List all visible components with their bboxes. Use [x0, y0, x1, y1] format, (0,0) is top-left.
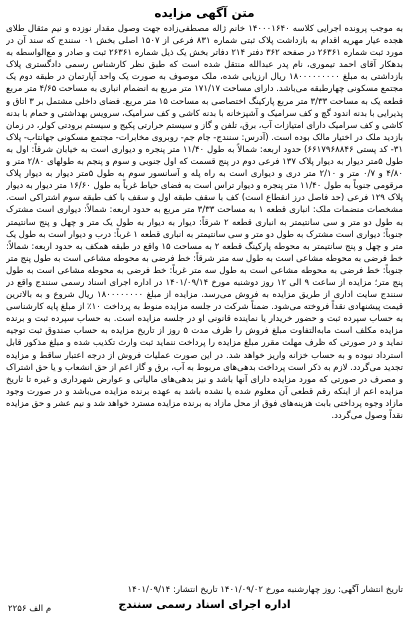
- issuing-office: اداره اجرای اسناد رسمی سنندج: [118, 598, 291, 611]
- notice-code: م الف ۲۲۵۶: [8, 604, 52, 614]
- notice-body: به موجب پرونده اجرایی کلاسه ۱۴۰۰۰۱۶۴۰ خانم ژاله مصطفی‌زاده جهت وصول مقدار نوزده و نیم مثقال طلای هجده عیار مهریه اقدام به بازداشت پلاک ثبتی شماره ۸۳۱ فرعی از ۱۵۰۷ اصلی بخش ۰۱ سنندج که سند آن در مورد ثبت شماره ۲۶۳۶۱ در صفحه ۳۶۲ دفتر ۲۱۴ دفاتر بخش یک ذیل شماره ۲۶۳۶۱ ثبت و صادر و مع‌الواسطه به بدهکار آقای احمد تیموری، نام پدر عبدالله منتقل شده است که طبق نظر کارشناس رسمی دادگستری پلاک بازداشتی به مبلغ ۱۸۰۰۰۰۰۰۰۰۰ ریال ارزیابی شده، ملک موصوف به صورت یک واحد آپارتمان در طبقه دوم یک مجتمع مسکونی چهارطبقه می‌باشد. دارای مساحت ۱۷۱/۱۷ متر مربع به انضمام انباری به مساحت ۴/۶۵ متر مربع قطعه یک به مساحت ۳/۳۳ متر مربع پارکینگ اختصاصی به مساحت ۱۵ متر مربع. فضای داخلی مشتمل بر ۳ اتاق و پذیرایی با بدنه اندود گچ و کف سرامیک و آشپزخانه با بدنه کاشی و کف سرامیک، سرویس بهداشتی و حمام با بدنه کاشی و کف سرامیک دارای امتیازات آب، برق، تلفن و گاز و سیستم حرارتی پکیج و سیستم برودتی کولر، در زمان بازدید ملک در اختیار مالک بوده است. (آدرس: سنندج- جام جم- روبروی مخابرات- مجتمع مسکونی جهانتاب- پلاک ۳۱- کد پستی ۶۶۱۷۹۶۸۸۴۶) حدود اربعه: شمالاً به طول ۱۱/۴۰ متر پنجره و دیواری است به خیابان شرقاً: اول به طول ۵متر دیوار به دیوار پلاک ۱۳۷ فرعی دوم در پنج قسمت که اول جنوبی و سوم و پنجم به طولهای ۲/۸۰ متر و ۴/۸۰ و ۰/۷ متر و ۲/۱۰ متر دری و دیواری است به راه پله و آسانسور سوم به طول ۵متر دیوار به دیوار پلاک مرقومی جنوباً به طول ۱۱/۴۰ متر پنجره و دیوار تراس است به فضای حیاط غرباً به طول ۱۶/۶۰ متر دیوار به دیوار پلاک ۱۲۹ فرعی (حد فاصل درز انقطاع است) کف با سقف طبقه اول و سقف با کف طبقه سوم اشتراکی است. مشخصات منضمات ملک: انباری قطعه ۱ به مساحت ۳/۳۳ متر مربع به حدود اربعه: شمالاً: دیواری است مشترک به طول دو متر و سی سانتیمتر به انباری قطعه ۲ شرقاً: دیوار به دیوار به طول یک متر و چهل و پنج سانتیمتر جنوباً: دیواری است مشترک به طول دو متر و سی سانتیمتر به انباری قطعه ۱ غرباً: درب و دیوار است به طول یک متر و چهل و پنج سانتیمتر به محوطه پارکینگ قطعه ۲ به مساحت ۱۵ واقع در طبقه همکف به حدود اربعه: شمالاً: خط فرضی به محوطه مشاعی است به طول سه متر شرقاً: خط فرضی به محوطه مشاعی است به طول پنج متر جنوباً: خط فرضی به محوطه مشاعی است به طول سه متر غرباً: خط فرضی به محوطه مشاعی است به طول پنج متر؛ مزایده از ساعت ۹ الی ۱۲ روز دوشنبه مورخ ۱۴۰۱/۰۹/۱۴ در اداره اجرای اسناد رسمی سنندج واقع در سنندج سایت اداری از طریق مزایده به فروش می‌رسد. مزایده از مبلغ ۱۸۰۰۰۰۰۰۰۰ ریال شروع و به بالاترین قیمت پیشنهادی نقداً فروخته می‌شود. ضمناً شرکت در جلسه مزایده منوط به پرداخت ۱۰٪ از مبلغ پایه کارشناسی به حساب سپرده ثبت و حضور خریدار یا نماینده قانونی او در جلسه مزایده است. به حساب سپرده ثبت و برنده مزایده مکلف است مابه‌التفاوت مبلغ فروش را ظرف مدت ۵ روز از تاریخ مزایده به حساب صندوق ثبت توجیه نماید و در صورتی که ظرف مهلت مقرر مبلغ مزایده را پرداخت ننماید ثبت وارث تکذیب شده و مبلغ مذکور قابل استرداد نبوده و به حساب خزانه واریز خواهد شد. در این صورت عملیات فروش از درجه اعتبار ساقط و مزایده تجدید می‌گردد. لازم به ذکر است پرداخت بدهی‌های مربوط به آب، برق و گاز اعم از حق انشعاب و یا حق اشتراک و مصرف در صورتی که مورد مزایده دارای آنها باشد و نیز بدهی‌های مالیاتی و عوارض شهرداری و غیره تا تاریخ مزایده اعم از اینکه رقم قطعی آن معلوم شده یا نشده باشد به عهده برنده مزایده می‌باشد و در صورت وجود مازاد وجوه پرداختی بابت هزینه‌های فوق از محل مازاد به برنده مزایده مسترد خواهد شد و نیم عشر و حق مزایده نقداً وصول می‌گردد.: [6, 24, 403, 421]
- notice-title: متن آگهی مزایده: [154, 6, 255, 20]
- publication-dates: تاریخ انتشار آگهی: روز چهارشنبه مورخ ۱۴۰۱/۰۹/۰۲ تاریخ انتشار: ۱۴۰۱/۰۹/۱۴: [127, 585, 403, 595]
